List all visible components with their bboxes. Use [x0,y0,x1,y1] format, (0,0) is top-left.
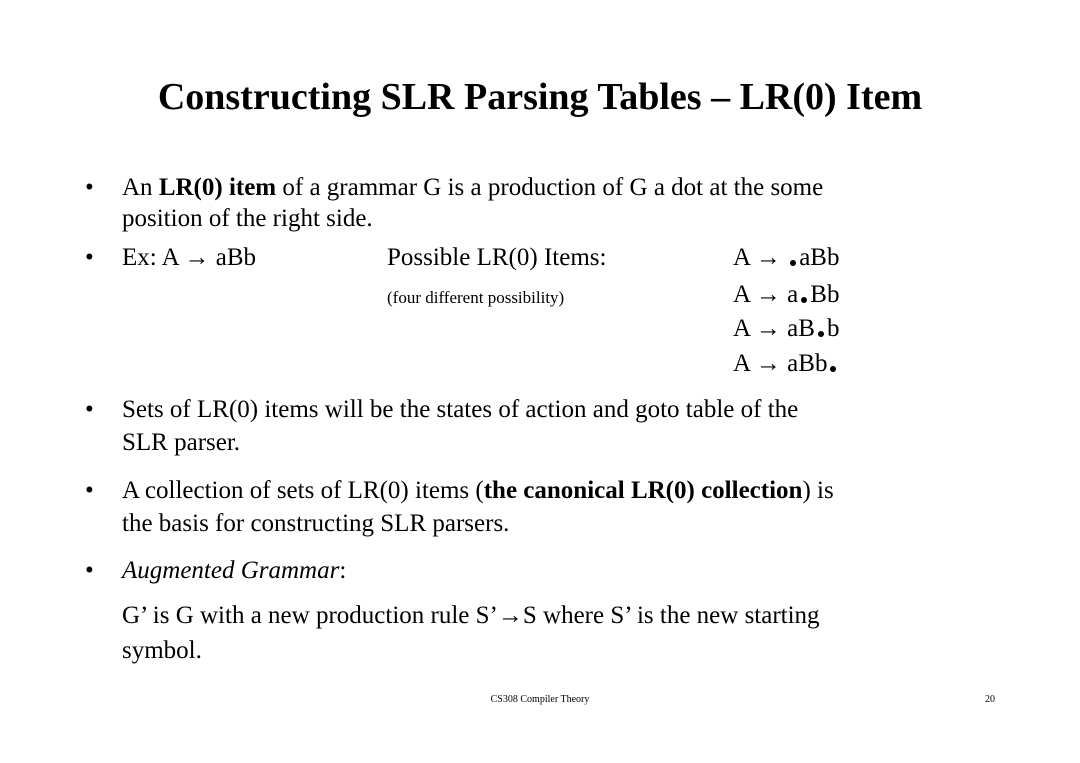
lr0-item-2-pre: A → a [733,281,799,308]
bullet-4-text-b: ) is [802,477,834,504]
item-dot-icon [818,331,824,337]
bullet-5-line-3: symbol. [122,637,202,664]
bullet-4-term: the canonical LR(0) collection [483,477,803,504]
lr0-item-2 [733,279,839,310]
bullet-4-line-1 [122,475,834,506]
bullet-1-text-b: of a grammar G is a production of G a dot at the some [276,174,824,201]
bullet-5-line-1 [122,555,346,586]
lr0-item-3-post: b [826,315,840,342]
slide-title: Constructing SLR Parsing Tables – LR(0) Item [157,76,923,118]
item-dot-icon [830,366,836,372]
lr0-item-1-pre: A → [733,244,788,271]
bullet-1-term: LR(0) item [158,174,277,201]
lr0-item-1 [733,242,839,273]
item-dot-icon [801,297,807,303]
bullet-4-text-a: A collection of sets of LR(0) items ( [122,477,484,504]
page-number: 20 [985,694,995,705]
lr0-item-4-pre: A → aBb [733,350,828,377]
bullet-marker: • [85,557,94,584]
augmented-grammar-label: Augmented Grammar [122,557,340,584]
possible-items-label: Possible LR(0) Items: [387,244,607,271]
lr0-item-3-pre: A → aB [733,315,815,342]
lr0-item-3 [733,313,839,344]
bullet-1-line-1 [122,172,823,203]
example-production: Ex: A → aBb [122,244,257,271]
item-dot-icon [790,260,796,266]
lr0-item-4 [733,348,839,379]
bullet-3-line-2: SLR parser. [122,429,241,456]
bullet-marker: • [85,174,94,201]
bullet-1-text-a: An [122,174,159,201]
bullet-marker: • [85,477,94,504]
bullet-3-line-1: Sets of LR(0) items will be the states of action and goto table of the [122,396,799,423]
bullet-marker: • [85,244,94,271]
footer-course: CS308 Compiler Theory [490,694,590,705]
augmented-grammar-colon: : [339,557,347,584]
bullet-5-line-2: G’ is G with a new production rule S’→S where S’ is the new starting [122,602,820,629]
bullet-4-line-2: the basis for constructing SLR parsers. [122,510,510,537]
lr0-item-2-post: Bb [810,281,840,308]
bullet-marker: • [85,396,94,423]
bullet-1-line-2: position of the right side. [122,205,373,232]
possibility-note: (four different possibility) [387,288,565,307]
lr0-item-1-post: aBb [799,244,840,271]
